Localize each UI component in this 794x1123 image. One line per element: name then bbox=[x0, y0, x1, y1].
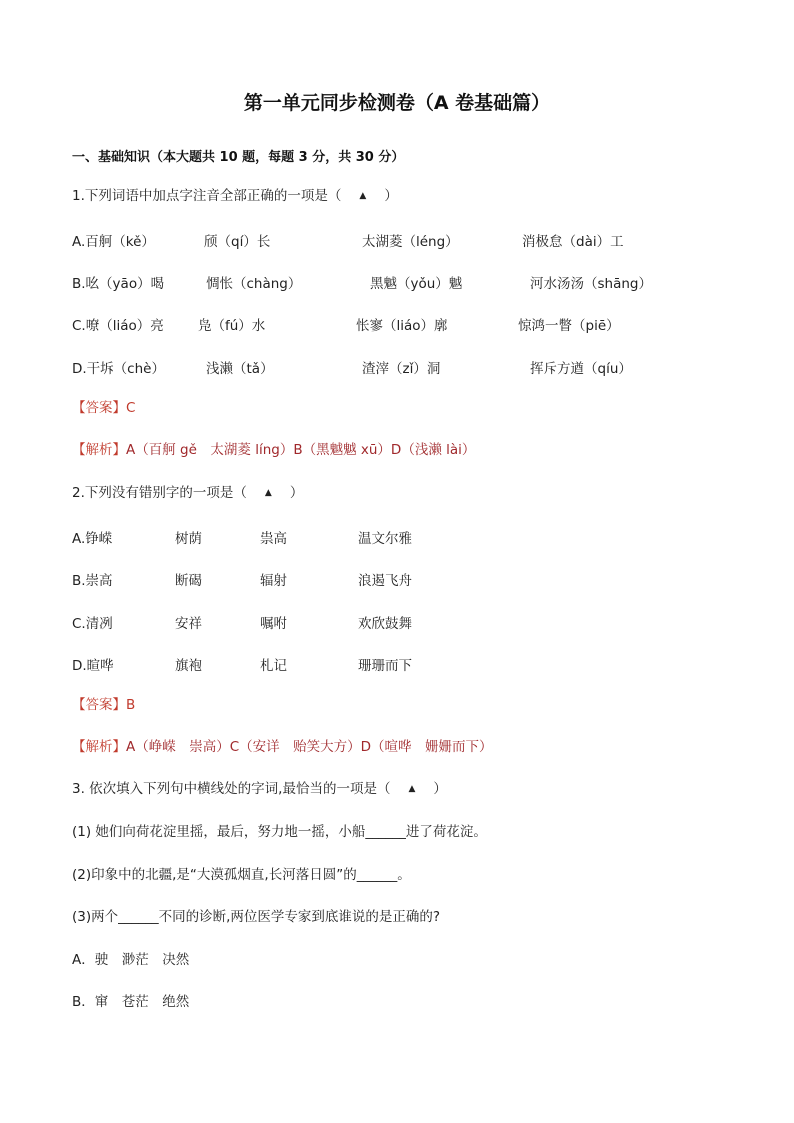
answer-blank-marker: ▲ bbox=[408, 784, 416, 794]
section-heading: 一、基础知识（本大题共 10 题，每题 3 分，共 30 分） bbox=[72, 150, 405, 165]
question-2-stem: 2.下列没有错别字的一项是（ ▲ ） bbox=[72, 485, 304, 501]
question-1-answer: 【答案】C bbox=[72, 400, 136, 416]
answer-blank-marker: ▲ bbox=[264, 488, 272, 498]
option-cell: 颀（qí）长 bbox=[204, 234, 271, 250]
option-cell: A.铮嵘 bbox=[72, 531, 113, 547]
question-3-sentence-1: (1) 她们向荷花淀里摇，最后，努力地一摇，小船______进了荷花淀。 bbox=[72, 824, 487, 840]
option-cell: B.吆（yāo）喝 bbox=[72, 276, 165, 292]
option-cell: 断碣 bbox=[175, 573, 202, 589]
option-cell: 辐射 bbox=[260, 573, 287, 589]
option-cell: 渣滓（zǐ）洞 bbox=[362, 361, 441, 377]
option-cell: 黑魆（yǒu）魆 bbox=[370, 276, 463, 292]
option-cell: 珊珊而下 bbox=[358, 658, 412, 674]
option-cell: 嘱咐 bbox=[260, 616, 287, 632]
option-cell: 怅寥（liáo）廓 bbox=[356, 318, 448, 334]
question-2-analysis: 【解析】A（峥嵘 崇高）C（安详 贻笑大方）D（喧哗 姗姗而下） bbox=[72, 739, 493, 755]
option-cell: 树荫 bbox=[175, 531, 202, 547]
option-cell: 惊鸿一瞥（piē） bbox=[518, 318, 620, 334]
option-cell: A.百舸（kě） bbox=[72, 234, 155, 250]
question-1-analysis: 【解析】A（百舸 gě 太湖菱 líng）B（黑魆魆 xū）D（浅濑 lài） bbox=[72, 442, 476, 458]
option-cell: 安祥 bbox=[175, 616, 202, 632]
question-3-stem: 3. 依次填入下列句中横线处的字词,最恰当的一项是（ ▲ ） bbox=[72, 781, 447, 797]
option-cell: 凫（fú）水 bbox=[198, 318, 266, 334]
option-cell: 札记 bbox=[260, 658, 287, 674]
answer-blank-marker: ▲ bbox=[359, 191, 367, 201]
option-cell: 浅濑（tǎ） bbox=[206, 361, 274, 377]
question-1-stem: 1.下列词语中加点字注音全部正确的一项是（ ▲ ） bbox=[72, 188, 398, 204]
option-cell: C.清冽 bbox=[72, 616, 113, 632]
option-cell: 挥斥方遒（qíu） bbox=[530, 361, 632, 377]
option-cell: 旗袍 bbox=[175, 658, 202, 674]
question-3-option-b: B．窜 苍茫 绝然 bbox=[72, 994, 190, 1010]
option-cell: 祟高 bbox=[260, 531, 287, 547]
option-cell: B.崇高 bbox=[72, 573, 113, 589]
option-cell: 欢欣鼓舞 bbox=[358, 616, 412, 632]
question-3-option-a: A．驶 渺茫 决然 bbox=[72, 952, 190, 968]
option-cell: 温文尔雅 bbox=[358, 531, 412, 547]
question-2-answer: 【答案】B bbox=[72, 697, 136, 713]
option-cell: 太湖菱（léng） bbox=[362, 234, 459, 250]
page-title: 第一单元同步检测卷（A 卷基础篇） bbox=[243, 92, 551, 114]
option-cell: D.干坼（chè） bbox=[72, 361, 165, 377]
option-cell: C.嘹（liáo）亮 bbox=[72, 318, 164, 334]
option-cell: 河水汤汤（shāng） bbox=[530, 276, 652, 292]
option-cell: 惆怅（chàng） bbox=[206, 276, 302, 292]
question-3-sentence-3: (3)两个______不同的诊断,两位医学专家到底谁说的是正确的? bbox=[72, 909, 441, 925]
option-cell: 浪遏飞舟 bbox=[358, 573, 412, 589]
option-cell: D.暄哗 bbox=[72, 658, 114, 674]
question-3-sentence-2: (2)印象中的北疆,是“大漠孤烟直,长河落日圆”的______。 bbox=[72, 867, 411, 883]
option-cell: 消极怠（dài）工 bbox=[522, 234, 624, 250]
